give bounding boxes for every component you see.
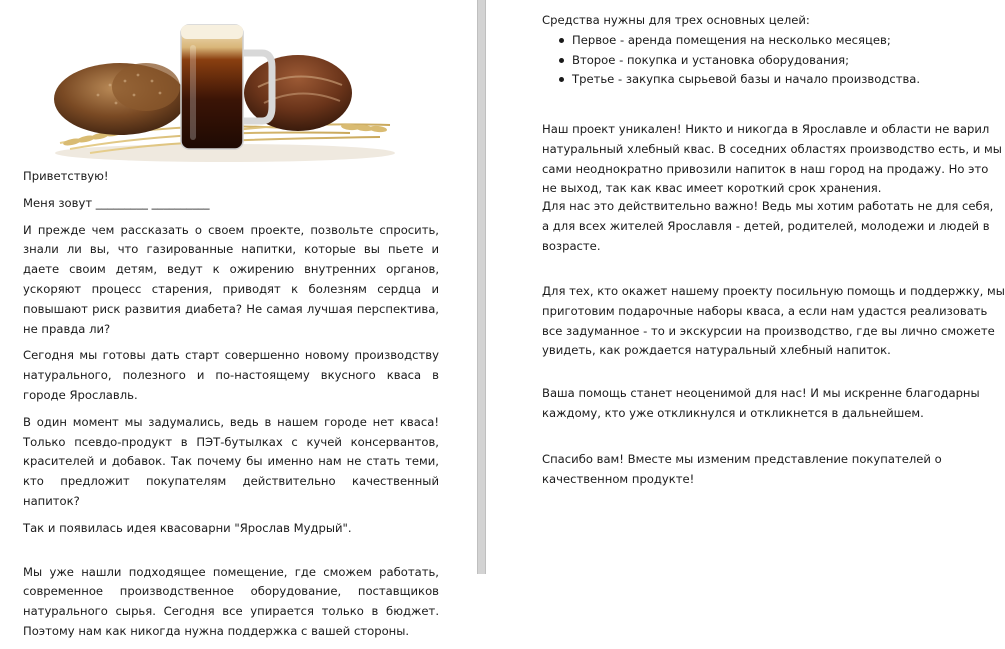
text-line: каждому, кто уже откликнулся и откликнется в дальнейшем. xyxy=(542,405,924,420)
list-item: Второе - покупка и установка оборудования; xyxy=(572,51,982,71)
text-line: Для нас это действительно важно! Ведь мы хотим работать не для себя, xyxy=(542,199,994,213)
text-line: Ваша помощь станет неоценимой для нас! И мы искренне благодарны xyxy=(542,386,980,400)
document-page-right xyxy=(486,0,1005,574)
paragraph-new-production: Сегодня мы готовы дать старт совершенно новому производству натурального, полезного и по-настоящему вкусного кваса в городе Ярославль. xyxy=(23,348,439,402)
paragraph-brewery-idea: Так и появилась идея квасоварни "Ярослав Мудрый". xyxy=(23,520,352,535)
paragraph-important xyxy=(542,197,994,256)
list-item: Третье - закупка сырьевой базы и начало производства. xyxy=(572,70,982,90)
goals-list xyxy=(542,31,982,90)
text-line: Спасибо вам! Вместе мы изменим представление покупателей о xyxy=(542,452,942,466)
goals-section xyxy=(542,11,982,90)
paragraph-no-kvass: В один момент мы задумались, ведь в нашем городе нет кваса! Только псевдо-продукт в ПЭТ-бутылках с кучей консервантов, красителей и добавок. Так почему бы именно нам не стать теми, кто предложит покупателям действительно качественный напиток? xyxy=(23,414,439,508)
paragraph-budget: Мы уже нашли подходящее помещение, где сможем работать, современное производственное оборудование, поставщиков натурального сырья. Сегодня все упирается только в бюджет. Поэтому нам как никогда нужна поддержка с вашей стороны. xyxy=(23,564,439,638)
text-line: не выход, так как квас имеет короткий срок хранения. xyxy=(542,181,882,196)
left-page-text xyxy=(23,167,439,649)
text-line: увидеть, как рождается натуральный хлебный напиток. xyxy=(542,343,891,358)
text-line: Для тех, кто окажет нашему проекту посильную помощь и поддержку, мы xyxy=(542,284,1005,298)
text-line: возрасте. xyxy=(542,238,601,253)
text-line: приготовим подарочные наборы кваса, а если нам удастся реализовать xyxy=(542,303,988,318)
paragraph-help xyxy=(542,384,982,424)
text-line: качественном продукте! xyxy=(542,471,695,486)
kvass-bread-illustration xyxy=(50,15,395,165)
greeting: Приветствую! xyxy=(23,169,109,183)
text-line: все задуманное - то и экскурсии на производство, где вы лично сможете xyxy=(542,323,995,338)
paragraph-gifts xyxy=(542,282,1005,361)
name-line: Меня зовут _________ __________ xyxy=(23,195,210,210)
document-page-left xyxy=(0,0,477,638)
goals-intro: Средства нужны для трех основных целей: xyxy=(542,13,810,27)
page-gutter xyxy=(477,0,486,574)
paragraph-thanks xyxy=(542,450,982,490)
text-line: сами неоднократно привозили напиток в наш город на продажу. Но это xyxy=(542,161,989,176)
text-line: Наш проект уникален! Никто и никогда в Ярославле и области не варил xyxy=(542,122,990,136)
text-line: натуральный хлебный квас. В соседних областях производство есть, и мы xyxy=(542,141,1002,156)
paragraph-soda-harm: И прежде чем рассказать о своем проекте, позвольте спросить, знали ли вы, что газированные напитки, которые вы пьете и даете своим детям, ведут к ожирению внутренних органов, ускоряют процесс старения, приводят к болезням сердца и повышают риск развития диабета? Не самая лучшая перспектива, не правда ли? xyxy=(23,222,439,336)
list-item: Первое - аренда помещения на несколько месяцев; xyxy=(572,31,982,51)
paragraph-unique xyxy=(542,120,1002,199)
text-line: а для всех жителей Ярославля - детей, родителей, молодежи и людей в xyxy=(542,218,990,233)
